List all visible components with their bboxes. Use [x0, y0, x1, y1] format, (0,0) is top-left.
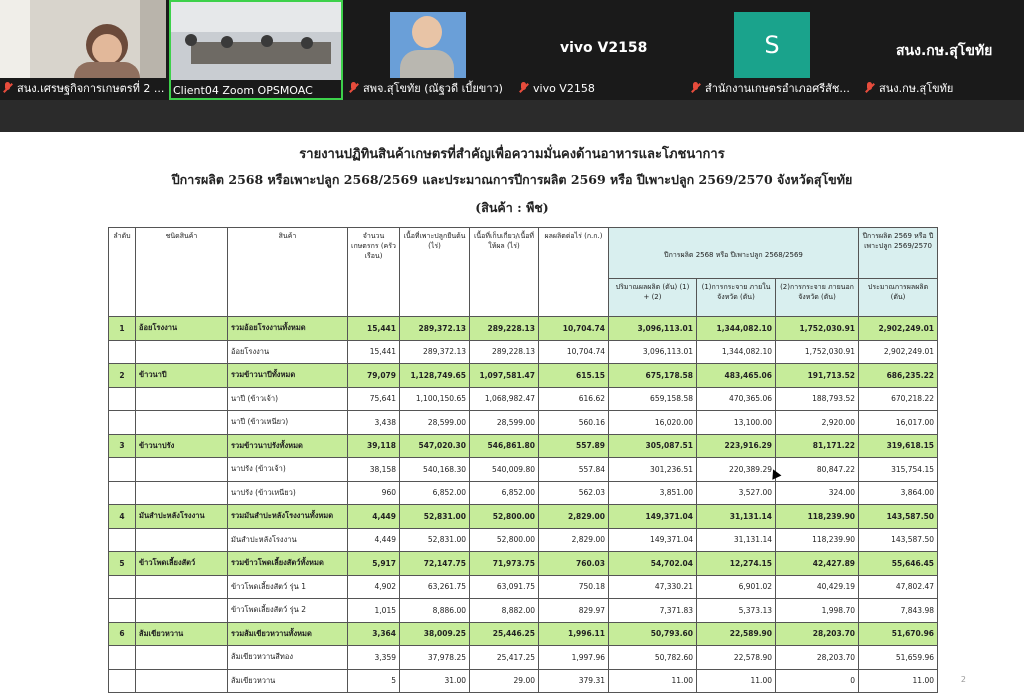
cell-dist-in: 22,578.90	[697, 646, 776, 670]
cell-yield: 557.89	[539, 434, 609, 458]
participant-name-5: สำนักงานเกษตรอำเภอศรีสัช...	[690, 80, 850, 96]
cell-area-planted: 1,128,749.65	[400, 364, 470, 388]
cell-dist-out: 188,793.52	[776, 387, 859, 411]
cell-estimate: 686,235.22	[859, 364, 938, 388]
cell-area-harvest: 8,882.00	[470, 599, 539, 623]
cell-product: รวมข้าวนาปรังทั้งหมด	[228, 434, 348, 458]
table-total-row	[109, 622, 938, 646]
participant-name-2: Client04 Zoom OPSMOAC	[173, 83, 313, 97]
cell-farmers: 3,438	[348, 411, 400, 435]
cell-dist-in: 3,527.00	[697, 481, 776, 505]
table-row	[109, 411, 938, 435]
cell-area-planted: 547,020.30	[400, 434, 470, 458]
cell-dist-in: 12,274.15	[697, 552, 776, 576]
cell-area-harvest: 540,009.80	[470, 458, 539, 482]
table-row	[109, 669, 938, 693]
cell-area-harvest: 289,228.13	[470, 340, 539, 364]
cell-product: อ้อยโรงงาน	[228, 340, 348, 364]
table-row	[109, 481, 938, 505]
table-row	[109, 646, 938, 670]
mic-muted-icon	[690, 82, 702, 94]
table-total-row	[109, 505, 938, 529]
cell-production: 301,236.51	[609, 458, 697, 482]
cell-production: 11.00	[609, 669, 697, 693]
mic-muted-icon	[518, 82, 530, 94]
table-row	[109, 599, 938, 623]
cell-type: ข้าวนาปี	[136, 364, 228, 388]
cell-product: รวมอ้อยโรงงานทั้งหมด	[228, 317, 348, 341]
cell-seq	[109, 411, 136, 435]
cell-seq: 5	[109, 552, 136, 576]
cell-estimate: 670,218.22	[859, 387, 938, 411]
cell-seq	[109, 599, 136, 623]
cell-estimate: 55,646.45	[859, 552, 938, 576]
cell-area-harvest: 25,417.25	[470, 646, 539, 670]
cell-product: ข้าวโพดเลี้ยงสัตว์ รุ่น 1	[228, 575, 348, 599]
cell-dist-out: 1,752,030.91	[776, 340, 859, 364]
cell-estimate: 51,659.96	[859, 646, 938, 670]
cell-type	[136, 340, 228, 364]
cell-type: ข้าวโพดเลี้ยงสัตว์	[136, 552, 228, 576]
cell-dist-out: 0	[776, 669, 859, 693]
cell-type	[136, 669, 228, 693]
cell-product: นาปี (ข้าวเจ้า)	[228, 387, 348, 411]
cell-dist-in: 11.00	[697, 669, 776, 693]
cell-area-harvest: 25,446.25	[470, 622, 539, 646]
header-type: ชนิดสินค้า	[136, 228, 228, 317]
table-total-row	[109, 317, 938, 341]
cell-dist-in: 470,365.06	[697, 387, 776, 411]
cell-dist-out: 118,239.90	[776, 505, 859, 529]
cell-yield: 1,996.11	[539, 622, 609, 646]
cell-seq	[109, 340, 136, 364]
cell-area-harvest: 1,068,982.47	[470, 387, 539, 411]
cell-area-harvest: 546,861.80	[470, 434, 539, 458]
cell-dist-out: 324.00	[776, 481, 859, 505]
cell-seq: 2	[109, 364, 136, 388]
cell-yield: 1,997.96	[539, 646, 609, 670]
cell-area-harvest: 1,097,581.47	[470, 364, 539, 388]
cell-dist-out: 40,429.19	[776, 575, 859, 599]
cell-seq	[109, 387, 136, 411]
participant-tile-6[interactable]	[862, 0, 1024, 100]
cell-dist-in: 31,131.14	[697, 505, 776, 529]
cell-dist-out: 191,713.52	[776, 364, 859, 388]
cell-area-planted: 38,009.25	[400, 622, 470, 646]
participant-tile-5[interactable]	[688, 0, 860, 100]
cell-farmers: 3,359	[348, 646, 400, 670]
cell-farmers: 75,641	[348, 387, 400, 411]
cell-estimate: 2,902,249.01	[859, 317, 938, 341]
cell-production: 54,702.04	[609, 552, 697, 576]
cell-seq	[109, 481, 136, 505]
table-total-row	[109, 364, 938, 388]
cell-seq: 6	[109, 622, 136, 646]
cell-product: มันสำปะหลังโรงงาน	[228, 528, 348, 552]
cell-type	[136, 387, 228, 411]
participant-tile-4[interactable]	[516, 0, 686, 100]
cell-estimate: 143,587.50	[859, 528, 938, 552]
cell-dist-out: 80,847.22	[776, 458, 859, 482]
mic-muted-icon	[864, 82, 876, 94]
participant-tile-3[interactable]	[346, 0, 514, 100]
cell-type: มันสำปะหลังโรงงาน	[136, 505, 228, 529]
header-farmers: จำนวนเกษตรกร (ครัวเรือน)	[348, 228, 400, 317]
cell-estimate: 16,017.00	[859, 411, 938, 435]
header-dist-in: (1)การกระจาย ภายในจังหวัด (ตัน)	[697, 279, 776, 317]
cell-seq: 1	[109, 317, 136, 341]
cell-area-planted: 28,599.00	[400, 411, 470, 435]
cell-production: 659,158.58	[609, 387, 697, 411]
cell-production: 50,782.60	[609, 646, 697, 670]
cell-yield: 10,704.74	[539, 340, 609, 364]
cell-farmers: 1,015	[348, 599, 400, 623]
cell-area-planted: 6,852.00	[400, 481, 470, 505]
cell-yield: 562.03	[539, 481, 609, 505]
cell-estimate: 319,618.15	[859, 434, 938, 458]
cell-product: ข้าวโพดเลี้ยงสัตว์ รุ่น 2	[228, 599, 348, 623]
cell-farmers: 79,079	[348, 364, 400, 388]
cell-type	[136, 599, 228, 623]
report-title: รายงานปฏิทินสินค้าเกษตรที่สำคัญเพื่อความมั่นคงด้านอาหารและโภชนาการ	[299, 147, 725, 162]
share-toolbar-area	[0, 100, 1024, 132]
participant-video-1	[0, 0, 166, 78]
cell-production: 675,178.58	[609, 364, 697, 388]
cell-product: ส้มเขียวหวาน	[228, 669, 348, 693]
participant-strip	[0, 0, 1024, 100]
cell-farmers: 4,449	[348, 505, 400, 529]
cell-production: 149,371.04	[609, 528, 697, 552]
cell-production: 149,371.04	[609, 505, 697, 529]
cell-area-harvest: 63,091.75	[470, 575, 539, 599]
cell-product: ส้มเขียวหวานสีทอง	[228, 646, 348, 670]
mic-muted-icon	[2, 82, 14, 94]
cell-product: นาปี (ข้าวเหนียว)	[228, 411, 348, 435]
cell-area-planted: 289,372.13	[400, 340, 470, 364]
cell-area-harvest: 52,800.00	[470, 505, 539, 529]
mic-muted-icon	[348, 82, 360, 94]
cell-estimate: 315,754.15	[859, 458, 938, 482]
cell-production: 3,851.00	[609, 481, 697, 505]
cell-dist-in: 220,389.29	[697, 458, 776, 482]
cell-area-harvest: 28,599.00	[470, 411, 539, 435]
cell-dist-in: 5,373.13	[697, 599, 776, 623]
participant-display-name-4: vivo V2158	[560, 40, 648, 56]
cell-production: 305,087.51	[609, 434, 697, 458]
cell-yield: 557.84	[539, 458, 609, 482]
cell-estimate: 2,902,249.01	[859, 340, 938, 364]
cell-production: 3,096,113.01	[609, 317, 697, 341]
cell-dist-out: 1,998.70	[776, 599, 859, 623]
participant-video-2	[171, 2, 341, 80]
avatar: S	[734, 12, 810, 78]
cell-type	[136, 458, 228, 482]
cell-dist-in: 13,100.00	[697, 411, 776, 435]
cell-area-harvest: 29.00	[470, 669, 539, 693]
cell-area-harvest: 289,228.13	[470, 317, 539, 341]
table-row	[109, 387, 938, 411]
cell-dist-in: 6,901.02	[697, 575, 776, 599]
cell-production: 7,371.83	[609, 599, 697, 623]
cell-area-planted: 52,831.00	[400, 505, 470, 529]
shared-screen-document	[0, 132, 1024, 698]
cell-product: รวมข้าวโพดเลี้ยงสัตว์ทั้งหมด	[228, 552, 348, 576]
cell-farmers: 5	[348, 669, 400, 693]
participant-tile-2[interactable]	[169, 0, 343, 100]
cell-area-harvest: 52,800.00	[470, 528, 539, 552]
cell-farmers: 38,158	[348, 458, 400, 482]
cell-dist-out: 118,239.90	[776, 528, 859, 552]
report-category: (สินค้า : พืช)	[475, 200, 549, 215]
cell-dist-out: 81,171.22	[776, 434, 859, 458]
page-number: 2	[960, 675, 966, 684]
cell-type	[136, 481, 228, 505]
cell-dist-out: 28,203.70	[776, 622, 859, 646]
cell-product: รวมข้าวนาปีทั้งหมด	[228, 364, 348, 388]
cell-product: รวมมันสำปะหลังโรงงานทั้งหมด	[228, 505, 348, 529]
table-row	[109, 575, 938, 599]
cell-yield: 750.18	[539, 575, 609, 599]
participant-tile-1[interactable]	[0, 0, 166, 100]
cell-yield: 615.15	[539, 364, 609, 388]
cell-area-harvest: 6,852.00	[470, 481, 539, 505]
cell-dist-in: 31,131.14	[697, 528, 776, 552]
cell-type: อ้อยโรงงาน	[136, 317, 228, 341]
crop-calendar-table	[108, 227, 938, 693]
table-row	[109, 458, 938, 482]
table-total-row	[109, 434, 938, 458]
cell-yield: 2,829.00	[539, 528, 609, 552]
cell-area-planted: 8,886.00	[400, 599, 470, 623]
cell-type: ส้มเขียวหวาน	[136, 622, 228, 646]
cell-yield: 616.62	[539, 387, 609, 411]
cell-yield: 829.97	[539, 599, 609, 623]
cell-seq: 3	[109, 434, 136, 458]
cell-farmers: 5,917	[348, 552, 400, 576]
cell-dist-in: 483,465.06	[697, 364, 776, 388]
report-subtitle: ปีการผลิต 2568 หรือเพาะปลูก 2568/2569 และประมาณการปีการผลิต 2569 หรือ ปีเพาะปลูก 2569/2570 จังหวัดสุโขทัย	[171, 172, 853, 187]
cell-product: รวมส้มเขียวหวานทั้งหมด	[228, 622, 348, 646]
cell-dist-out: 1,752,030.91	[776, 317, 859, 341]
cell-production: 16,020.00	[609, 411, 697, 435]
cell-type: ข้าวนาปรัง	[136, 434, 228, 458]
header-group-2569: ปีการผลิต 2569 หรือ ปีเพาะปลูก 2569/2570	[859, 228, 938, 279]
cell-area-harvest: 71,973.75	[470, 552, 539, 576]
header-area-planted: เนื้อที่เพาะปลูกยืนต้น (ไร่)	[400, 228, 470, 317]
cell-yield: 379.31	[539, 669, 609, 693]
cell-production: 50,793.60	[609, 622, 697, 646]
cell-type	[136, 528, 228, 552]
cell-dist-in: 1,344,082.10	[697, 317, 776, 341]
participant-name-1: สนง.เศรษฐกิจการเกษตรที่ 2 ...	[2, 80, 164, 96]
cell-farmers: 4,449	[348, 528, 400, 552]
header-production: ปริมาณผลผลิต (ตัน) (1) + (2)	[609, 279, 697, 317]
table-row	[109, 528, 938, 552]
header-seq: ลำดับ	[109, 228, 136, 317]
table-total-row	[109, 552, 938, 576]
cell-area-planted: 540,168.30	[400, 458, 470, 482]
participant-name-3: สพจ.สุโขทัย (ณัฐวดี เบี้ยขาว)	[348, 80, 503, 96]
cell-area-planted: 31.00	[400, 669, 470, 693]
cell-seq	[109, 646, 136, 670]
cell-estimate: 47,802.47	[859, 575, 938, 599]
cell-yield: 760.03	[539, 552, 609, 576]
participant-name-4: vivo V2158	[518, 80, 595, 96]
cell-seq: 4	[109, 505, 136, 529]
header-group-2568: ปีการผลิต 2568 หรือ ปีเพาะปลูก 2568/2569	[609, 228, 859, 279]
cell-farmers: 4,902	[348, 575, 400, 599]
participant-video-3	[346, 0, 514, 78]
cell-type	[136, 646, 228, 670]
cell-dist-out: 42,427.89	[776, 552, 859, 576]
header-dist-out: (2)การกระจาย ภายนอกจังหวัด (ตัน)	[776, 279, 859, 317]
table-row	[109, 340, 938, 364]
cell-type	[136, 411, 228, 435]
cell-area-planted: 37,978.25	[400, 646, 470, 670]
cell-product: นาปรัง (ข้าวเหนียว)	[228, 481, 348, 505]
cell-estimate: 3,864.00	[859, 481, 938, 505]
cell-farmers: 39,118	[348, 434, 400, 458]
header-product: สินค้า	[228, 228, 348, 317]
cell-yield: 10,704.74	[539, 317, 609, 341]
cell-estimate: 51,670.96	[859, 622, 938, 646]
header-yield: ผลผลิตต่อไร่ (ก.ก.)	[539, 228, 609, 317]
cell-area-planted: 72,147.75	[400, 552, 470, 576]
cell-product: นาปรัง (ข้าวเจ้า)	[228, 458, 348, 482]
cell-dist-out: 28,203.70	[776, 646, 859, 670]
cell-seq	[109, 458, 136, 482]
cell-seq	[109, 575, 136, 599]
header-estimate: ประมาณการผลผลิต (ตัน)	[859, 279, 938, 317]
cell-estimate: 11.00	[859, 669, 938, 693]
cell-farmers: 15,441	[348, 317, 400, 341]
cell-farmers: 3,364	[348, 622, 400, 646]
table-body	[109, 317, 938, 693]
cell-yield: 560.16	[539, 411, 609, 435]
cell-dist-in: 22,589.90	[697, 622, 776, 646]
cell-seq	[109, 528, 136, 552]
cell-dist-in: 223,916.29	[697, 434, 776, 458]
header-area-harvest: เนื้อที่เก็บเกี่ยว/เนื้อที่ให้ผล (ไร่)	[470, 228, 539, 317]
participant-display-name-6: สนง.กษ.สุโขทัย	[896, 43, 993, 59]
cell-estimate: 7,843.98	[859, 599, 938, 623]
cell-area-planted: 289,372.13	[400, 317, 470, 341]
cell-type	[136, 575, 228, 599]
participant-name-6: สนง.กษ.สุโขทัย	[864, 80, 953, 96]
cell-estimate: 143,587.50	[859, 505, 938, 529]
cell-area-planted: 63,261.75	[400, 575, 470, 599]
cell-area-planted: 52,831.00	[400, 528, 470, 552]
cell-dist-out: 2,920.00	[776, 411, 859, 435]
cell-farmers: 15,441	[348, 340, 400, 364]
cell-production: 47,330.21	[609, 575, 697, 599]
cell-farmers: 960	[348, 481, 400, 505]
cell-dist-in: 1,344,082.10	[697, 340, 776, 364]
cell-area-planted: 1,100,150.65	[400, 387, 470, 411]
cell-seq	[109, 669, 136, 693]
cell-yield: 2,829.00	[539, 505, 609, 529]
cell-production: 3,096,113.01	[609, 340, 697, 364]
